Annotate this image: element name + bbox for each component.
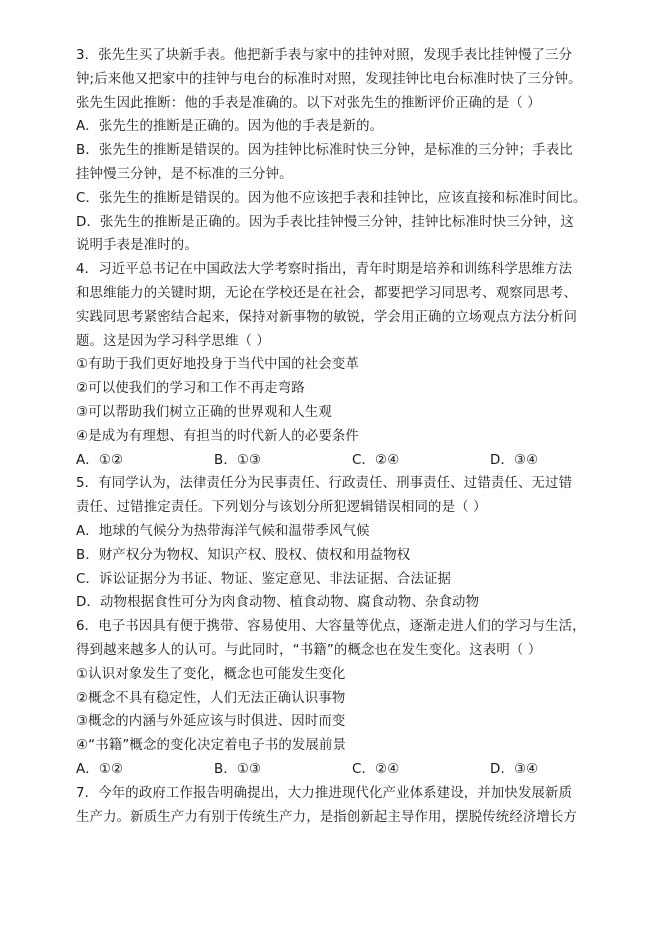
question-4-statement-1: ①有助于我们更好地投身于当代中国的社会变革: [76, 357, 359, 373]
question-3-stem-line-3: 张先生因此推断：他的手表是准确的。以下对张先生的推断评价正确的是（ ）: [76, 95, 541, 111]
question-4-statement-2: ②可以使我们的学习和工作不再走弯路: [76, 381, 305, 397]
question-4-choices: [76, 449, 621, 473]
question-3: [76, 44, 621, 258]
question-4-stem-line-3: 实践同思考紧密结合起来，保持对新事物的敏锐，学会用正确的立场观点方法分析问: [76, 309, 578, 325]
question-5-option-d: D．动物根据食性可分为肉食动物、植食动物、腐食动物、杂食动物: [76, 595, 480, 611]
question-3-option-d-cont: 说明手表是准时的。: [76, 238, 198, 254]
question-5: [76, 472, 621, 615]
question-3-option-a: A．张先生的推断是正确的。因为他的手表是新的。: [76, 119, 384, 135]
question-6-statement-1: ①认识对象发生了变化，概念也可能发生变化: [76, 666, 346, 682]
question-4-statements: [76, 353, 621, 448]
question-5-stem-line-2: 责任、过错推定责任。下列划分与该划分所犯逻辑错误相同的是（ ）: [76, 500, 487, 516]
question-6-statement-4: ④“书籍”概念的变化决定着电子书的发展前景: [76, 738, 347, 754]
question-6-choice-c: C．②④: [352, 761, 400, 777]
question-5-stem: [76, 472, 621, 520]
question-3-option-d: D．张先生的推断是正确的。因为手表比挂钟慢三分钟，挂钟比标准时快三分钟，这: [76, 214, 574, 230]
question-5-option-b: B．财产权分为物权、知识产权、股权、债权和用益物权: [76, 547, 411, 563]
question-4-statement-3: ③可以帮助我们树立正确的世界观和人生观: [76, 404, 332, 420]
question-6-statement-3: ③概念的内涵与外延应该与时俱进、因时而变: [76, 714, 346, 730]
question-3-stem-line-1: 3．张先生买了块新手表。他把新手表与家中的挂钟对照，发现手表比挂钟慢了三分: [76, 48, 573, 63]
question-6-stem-line-1: 6．电子书因具有便于携带、容易使用、大容量等优点，逐渐走进人们的学习与生活，: [76, 619, 586, 635]
question-5-option-c: C．诉讼证据分为书证、物证、鉴定意见、非法证据、合法证据: [76, 571, 452, 587]
question-4-statement-4: ④是成为有理想、有担当的时代新人的必要条件: [76, 428, 359, 444]
question-7-stem-line-2: 生产力。新质生产力有别于传统生产力，是指创新起主导作用，摆脱传统经济增长方: [76, 809, 578, 825]
question-6-choice-a: A．①②: [76, 761, 124, 777]
question-7-stem: [76, 782, 621, 830]
question-6-statement-2: ②概念不具有稳定性，人们无法正确认识事物: [76, 690, 346, 706]
question-6-stem: [76, 615, 621, 663]
question-4-stem-line-4: 题。这是因为学习科学思维（ ）: [76, 333, 270, 349]
question-3-option-b: B．张先生的推断是错误的。因为挂钟比标准时快三分钟，是标准的三分钟；手表比: [76, 143, 573, 159]
question-7: [76, 782, 621, 830]
question-3-stem: [76, 44, 621, 115]
question-6-choice-b: B．①③: [214, 761, 262, 777]
question-4: [76, 258, 621, 472]
question-6: [76, 615, 621, 782]
question-4-choice-c: C．②④: [352, 452, 400, 468]
question-4-stem: [76, 258, 621, 353]
question-5-stem-line-1: 5．有同学认为，法律责任分为民事责任、行政责任、刑事责任、过错责任、无过错: [76, 476, 573, 492]
question-6-stem-line-2: 得到越来越多人的认可。与此同时，“书籍”的概念也在发生变化。这表明（ ）: [76, 642, 542, 658]
question-5-options: [76, 520, 621, 615]
question-3-stem-line-2: 钟;后来他又把家中的挂钟与电台的标准时对照，发现挂钟比电台标准时快了三分钟。: [76, 71, 582, 87]
question-4-stem-line-2: 和思维能力的关键时期，无论在学校还是在社会，都要把学习同思考、观察同思考、: [76, 285, 578, 301]
question-4-choice-b: B．①③: [214, 452, 262, 468]
question-4-choice-a: A．①②: [76, 452, 124, 468]
question-4-stem-line-1: 4．习近平总书记在中国政法大学考察时指出，青年时期是培养和训练科学思维方法: [76, 262, 573, 278]
question-6-choices: [76, 758, 621, 782]
question-3-option-b-cont: 挂钟慢三分钟，是不标准的三分钟。: [76, 166, 293, 182]
question-4-choice-d: D．③④: [490, 452, 539, 468]
question-3-option-c: C．张先生的推断是错误的。因为他不应该把手表和挂钟比，应该直接和标准时间比。: [76, 190, 587, 206]
question-6-choice-d: D．③④: [490, 761, 539, 777]
question-5-option-a: A．地球的气候分为热带海洋气候和温带季风气候: [76, 523, 370, 539]
question-6-statements: [76, 663, 621, 758]
question-3-options: [76, 115, 621, 258]
question-7-stem-line-1: 7．今年的政府工作报告明确提出，大力推进现代化产业体系建设，并加快发展新质: [76, 785, 573, 801]
